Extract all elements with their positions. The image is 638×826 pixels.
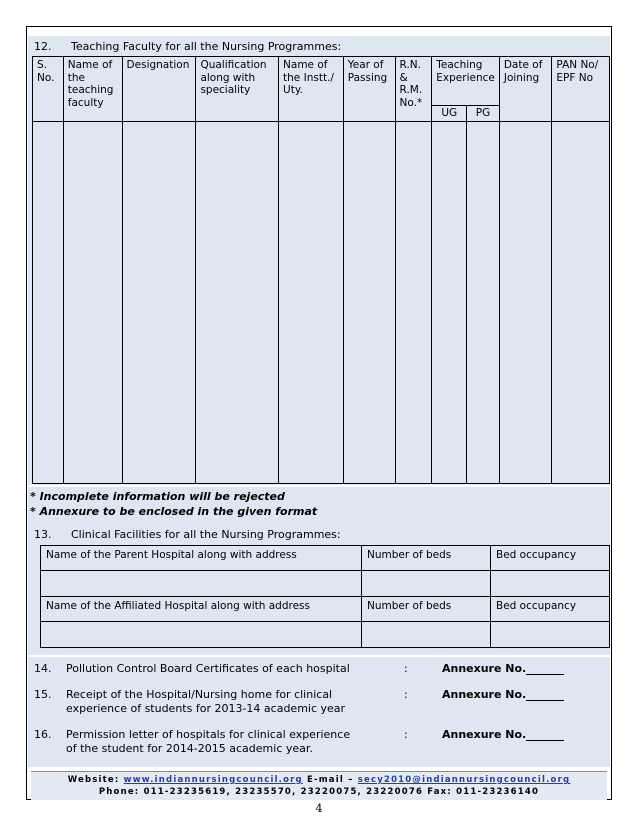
cell <box>362 622 491 648</box>
header-rn: R.N. & R.M. No.* <box>395 57 432 122</box>
header-occupancy: Bed occupancy <box>491 546 610 571</box>
item-14 <box>34 662 594 690</box>
header-designation: Designation <box>122 57 196 122</box>
header-pg: PG <box>467 106 500 122</box>
annexure-label: Annexure No. <box>442 688 527 701</box>
item-text: Pollution Control Board Certificates of each hospital <box>66 662 350 675</box>
item-text-line2: experience of students for 2013-14 academic year <box>66 702 346 715</box>
annexure-label: Annexure No. <box>442 728 527 741</box>
header-year: Year of Passing <box>343 57 395 122</box>
header-pan: PAN No/ EPF No <box>552 57 610 122</box>
page-number: 4 <box>315 802 323 815</box>
cell <box>499 121 552 484</box>
footer-line-1 <box>31 775 607 785</box>
cell <box>41 571 362 597</box>
clinical-table <box>40 545 610 648</box>
website-link[interactable]: www.indiannursingcouncil.org <box>123 775 303 785</box>
section-number: 13. <box>34 528 52 541</box>
header-ug: UG <box>432 106 467 122</box>
phone-label: Phone: <box>98 787 140 797</box>
cell <box>122 121 196 484</box>
note-incomplete: * Incomplete information will be rejected <box>30 490 285 503</box>
header-beds: Number of beds <box>362 546 491 571</box>
item-colon: : <box>404 688 408 701</box>
header-parent-hospital: Name of the Parent Hospital along with address <box>41 546 362 571</box>
cell <box>279 121 344 484</box>
cell <box>196 121 279 484</box>
item-16 <box>34 728 594 758</box>
header-institute: Name of the Instt./ Uty. <box>279 57 344 122</box>
section-number: 12. <box>34 40 52 53</box>
item-text-line1: Receipt of the Hospital/Nursing home for clinical <box>66 688 333 701</box>
faculty-entry-row <box>33 121 610 484</box>
header-qualification: Qualification along with speciality <box>196 57 279 122</box>
phone-numbers: 011-23235619, 23235570, 23220075, 23220076 <box>143 787 424 797</box>
header-doj: Date of Joining <box>499 57 552 122</box>
cell <box>552 121 610 484</box>
section-title: Teaching Faculty for all the Nursing Programmes: <box>71 40 342 53</box>
header-occupancy: Bed occupancy <box>491 597 610 622</box>
note-annexure: * Annexure to be enclosed in the given format <box>30 505 318 518</box>
annexure-label: Annexure No. <box>442 662 527 675</box>
cell <box>362 571 491 597</box>
header-beds: Number of beds <box>362 597 491 622</box>
footer-line-2 <box>31 787 607 797</box>
header-teaching-experience: Teaching Experience <box>432 57 500 106</box>
cell <box>432 121 467 484</box>
cell <box>467 121 500 484</box>
faculty-table <box>32 56 610 484</box>
cell <box>33 121 64 484</box>
annexure-blank[interactable] <box>526 730 564 741</box>
cell <box>343 121 395 484</box>
item-colon: : <box>404 662 408 675</box>
email-label: E-mail – <box>307 775 354 785</box>
item-number: 15. <box>34 688 52 701</box>
cell <box>395 121 432 484</box>
header-sno: S. No. <box>33 57 64 122</box>
cell <box>41 622 362 648</box>
cell <box>63 121 122 484</box>
item-number: 16. <box>34 728 52 741</box>
item-15 <box>34 688 594 718</box>
item-number: 14. <box>34 662 52 675</box>
annexure-blank[interactable] <box>526 690 564 701</box>
cell <box>491 571 610 597</box>
header-affiliated-hospital: Name of the Affiliated Hospital along with address <box>41 597 362 622</box>
footer <box>31 771 607 800</box>
annexure-blank[interactable] <box>526 664 564 675</box>
fax-number: 011-23236140 <box>456 787 540 797</box>
fax-label: Fax: <box>427 787 452 797</box>
cell <box>491 622 610 648</box>
section-title: Clinical Facilities for all the Nursing Programmes: <box>71 528 341 541</box>
website-label: Website: <box>67 775 120 785</box>
item-text-line1: Permission letter of hospitals for clinical experience <box>66 728 351 741</box>
item-colon: : <box>404 728 408 741</box>
item-text-line2: of the student for 2014-2015 academic year. <box>66 742 313 755</box>
header-name: Name of the teaching faculty <box>63 57 122 122</box>
email-link[interactable]: secy2010@indiannursingcouncil.org <box>357 775 571 785</box>
